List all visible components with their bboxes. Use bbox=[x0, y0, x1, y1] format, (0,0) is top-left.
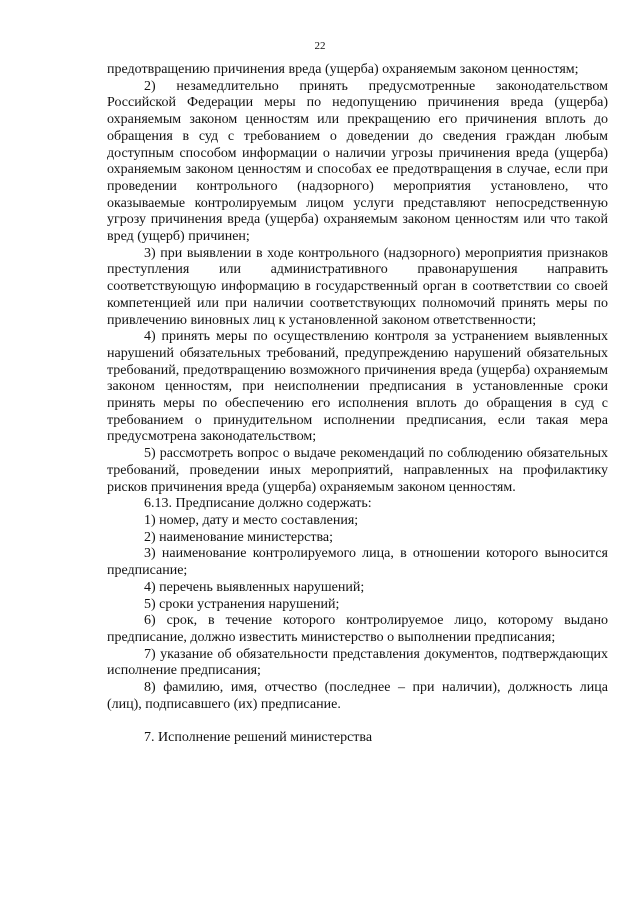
list-item: 7) указание об обязательности представления документов, подтверждающих исполнение предписания; bbox=[107, 646, 608, 679]
paragraph: 3) при выявлении в ходе контрольного (надзорного) мероприятия признаков преступления или административного правонарушения направить соответствующую информацию в государственный орган в соответствии со своей компетенцией или при наличии соответствующих полномочий принять меры по привлечению виновных лиц к установленной законом ответственности; bbox=[107, 245, 608, 328]
paragraph: 4) принять меры по осуществлению контроля за устранением выявленных нарушений обязательных требований, предупреждению нарушений обязательных требований, предотвращению возможного причинения вреда (ущерба) охраняемым законом ценностям, при неисполнении предписания в установленные сроки принять меры по обеспечению его исполнения вплоть до обращения в суд с требованием о принудительном исполнении предписания, если такая мера предусмотрена законодательством; bbox=[107, 329, 608, 445]
list-item: 6) срок, в течение которого контролируемое лицо, которому выдано предписание, должно известить министерство о выполнении предписания; bbox=[107, 613, 608, 645]
list-item: 5) сроки устранения нарушений; bbox=[144, 596, 340, 612]
section-heading: 7. Исполнение решений министерства bbox=[144, 730, 373, 746]
paragraph: 5) рассмотреть вопрос о выдаче рекомендаций по соблюдению обязательных требований, проведении иных мероприятий, направленных на профилактику рисков причинения вреда (ущерба) охраняемым законом ценностям. bbox=[107, 446, 608, 495]
list-item: 4) перечень выявленных нарушений; bbox=[144, 579, 365, 595]
list-item: 2) наименование министерства; bbox=[144, 529, 334, 545]
document-body bbox=[107, 62, 608, 747]
list-item: 3) наименование контролируемого лица, в отношении которого выносится предписание; bbox=[107, 546, 608, 579]
list-item: 1) номер, дату и место составления; bbox=[144, 512, 359, 528]
page-number: 22 bbox=[314, 40, 326, 52]
paragraph: предотвращению причинения вреда (ущерба) охраняемым законом ценностям; bbox=[107, 62, 579, 77]
list-item: 8) фамилию, имя, отчество (последнее – при наличии), должность лица (лиц), подписавшего (их) предписание. bbox=[107, 680, 608, 712]
paragraph: 2) незамедлительно принять предусмотренные законодательством Российской Федерации меры по недопущению причинения вреда (ущерба) охраняемым законом ценностям или прекращению его причинения вплоть до обращения в суд с требованием о доведении до сведения граждан любым доступным способом информации о наличии угрозы причинения вреда (ущерба) охраняемым законом ценностям и способах ее предотвращения в случае, если при проведении контрольного (надзорного) мероприятия установлено, что оказываемые контролируемым лицом услуги представляют непосредственную угрозу причинения вреда (ущерба) охраняемым законом ценностям или что такой вред (ущерб) причинен; bbox=[107, 78, 608, 245]
clause-heading: 6.13. Предписание должно содержать: bbox=[144, 496, 372, 512]
